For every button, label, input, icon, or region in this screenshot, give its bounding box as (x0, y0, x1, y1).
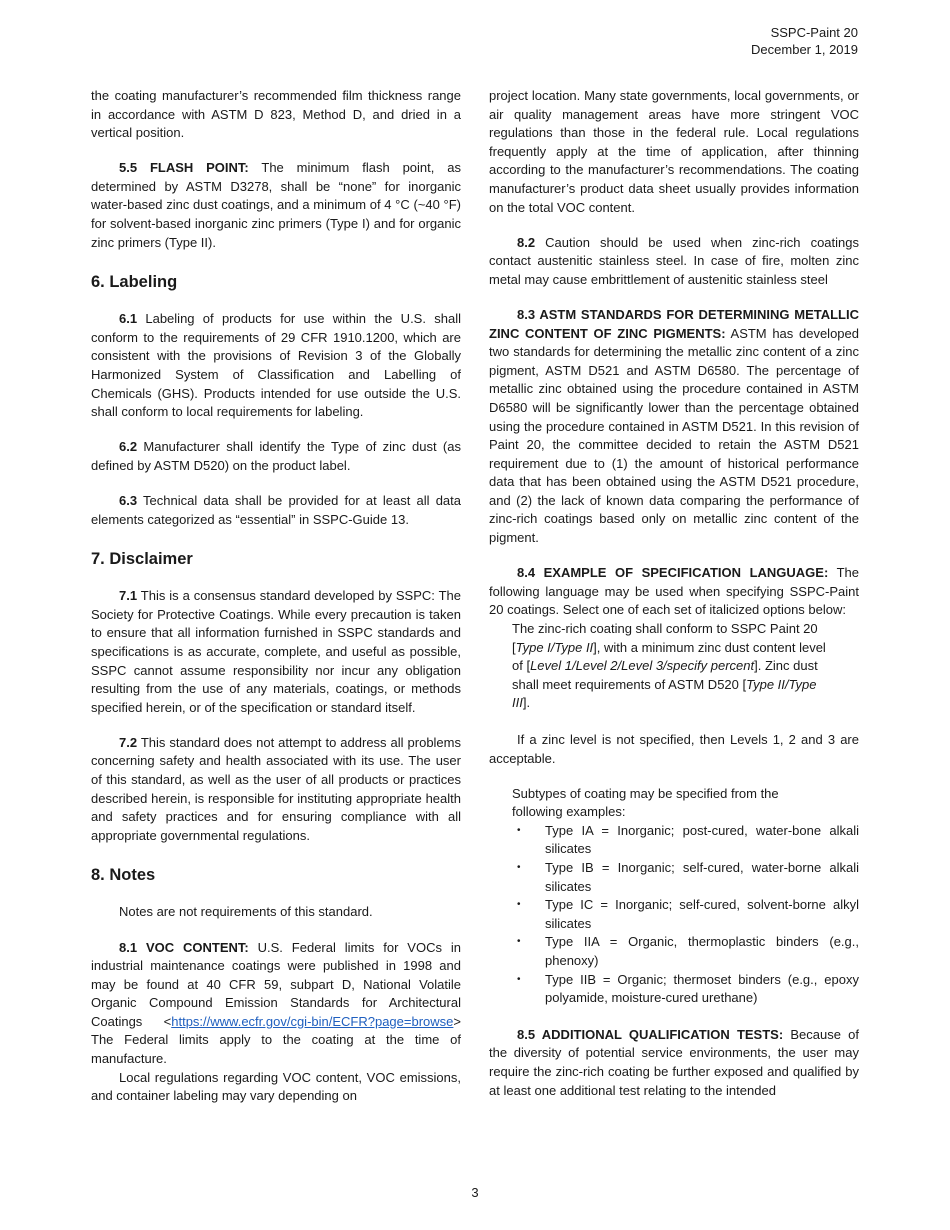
section-6-1: 6.1 Labeling of products for use within the U.S. shall conform to the requirements of 29 CFR 1910.1200, which are consistent with the provisions of Revision 3 of the Globally Harmonized System of Classification and Labelling of Chemicals (GHS). Products intended for use outside the U.S. shall conform to local requirements for labeling. (91, 311, 461, 420)
list-item: • Type IC = Inorganic; self-cured, solvent-borne alkyl silicates (517, 897, 859, 931)
bullet-icon: • (517, 899, 521, 911)
list-item: • Type IIA = Organic, thermoplastic binders (e.g., phenoxy) (517, 934, 859, 968)
right-column (489, 87, 859, 1117)
subtypes-list (512, 822, 859, 1008)
bullet-icon: • (517, 861, 521, 873)
section-label: 6.2 (119, 439, 138, 455)
section-8-2: 8.2 Caution should be used when zinc-rich coatings contact austenitic stainless steel. In case of fire, molten zinc metal may cause embrittlement of austenitic stainless steel (489, 234, 859, 287)
section-8-4: 8.4 EXAMPLE OF SPECIFICATION LANGUAGE: The following language may be used when specifying SSPC-Paint 20 coatings. Select one of each set of italicized options below: (489, 565, 860, 618)
section-8-3: 8.3 ASTM STANDARDS FOR DETERMINING METALLIC ZINC CONTENT OF ZINC PIGMENTS: ASTM has developed two standards for determining the metallic zinc content of a zinc pigment, ASTM D521 and ASTM D6580. The percentage of metallic zinc obtained using the procedure contained in ASTM D6580 will be significantly lower than the percentage obtained using the procedure contained in ASTM D521. In this revision of Paint 20, the committee decided to retain the ASTM D521 requirement due to (1) the amount of historical performance data that has been obtained using the ASTM D521 procedure, and (2) the lack of known data comparing the performance of zinc-rich coatings based only on metallic zinc content of the pigment. (489, 306, 859, 546)
section-5-5: 5.5 FLASH POINT: The minimum flash point, as determined by ASTM D3278, shall be “none” for inorganic water-based zinc dust coatings, and a minimum of 4 °C (~40 °F) for solvent-based inorganic zinc primers (Type I) and for organic zinc primers (Type II). (91, 160, 461, 250)
list-item: • Type IB = Inorganic; self-cured, water-borne alkali silicates (517, 859, 859, 894)
section-label: 7.2 (119, 734, 138, 750)
section-label: 6.3 (119, 493, 138, 508)
paragraph-continuation: the coating manufacturer’s recommended film thickness range in accordance with ASTM D 823, Method D, and dried in a vertical position. (91, 88, 461, 141)
page-header (751, 24, 858, 58)
local-regulations-paragraph: Local regulations regarding VOC content, VOC emissions, and container labeling may vary depending on (91, 1069, 461, 1104)
paragraph-continuation: project location. Many state governments, local governments, or air quality management areas have more stringent VOC regulations than those in the federal rule. Local regulations frequently apply at the time of application, after thinning according to the manufacturer’s recommendations. The coating manufacturer’s product data sheet usually provides information on the total VOC content. (489, 88, 859, 215)
list-item: • Type IIB = Organic; thermoset binders (e.g., epoxy polyamide, moisture-cured urethane) (517, 971, 859, 1006)
section-label: 7.1 (119, 588, 138, 604)
section-8-5: 8.5 ADDITIONAL QUALIFICATION TESTS: Because of the diversity of potential service environments, the user may require the zinc-rich coating be further exposed and qualified by at least one additional test relating to the intended (489, 1026, 860, 1098)
section-8-1: 8.1 VOC CONTENT: U.S. Federal limits for VOCs in industrial maintenance coatings were published in 1998 and may be found at 40 CFR 59, subpart D, National Volatile Organic Compound Emission Standards for Architectural Coatings <https://www.ecfr.gov/cgi-bin/ECFR?page=browse> The Federal limits apply to the coating at the time of manufacture. (91, 939, 461, 1067)
left-column (91, 87, 461, 1122)
subtypes-block (489, 785, 859, 1008)
list-item: • Type IA = Inorganic; post-cured, water-bone alkali silicates (517, 822, 859, 857)
section-label: 8.4 EXAMPLE OF SPECIFICATION LANGUAGE: (517, 565, 829, 581)
heading-disclaimer: 7. Disclaimer (91, 550, 193, 569)
section-label: 8.1 VOC CONTENT: (119, 939, 249, 955)
notes-intro: Notes are not requirements of this standard. (119, 904, 373, 920)
bullet-icon: • (517, 936, 521, 948)
section-label: 8.3 ASTM STANDARDS FOR DETERMINING METALLIC ZINC CONTENT OF ZINC PIGMENTS: (489, 306, 859, 341)
section-label: 5.5 FLASH POINT: (119, 160, 249, 176)
section-label: 8.5 ADDITIONAL QUALIFICATION TESTS: (517, 1026, 784, 1042)
zinc-level-note: If a zinc level is not specified, then Levels 1, 2 and 3 are acceptable. (489, 731, 859, 766)
section-label: 6.1 (119, 311, 138, 327)
page-number: 3 (471, 1185, 479, 1200)
section-6-3: 6.3 Technical data shall be provided for at least all data elements categorized as “essential” in SSPC-Guide 13. (91, 493, 461, 527)
subtypes-intro: Subtypes of coating may be specified from the following examples: (512, 785, 779, 820)
heading-notes: 8. Notes (91, 866, 156, 885)
specification-example: The zinc-rich coating shall conform to SSPC Paint 20 [Type I/Type II], with a minimum zinc dust content level of [Level 1/Level 2/Level 3/specify percent]. Zinc dust shall meet requirements of ASTM D520 [Type II/Type III]. (512, 620, 826, 711)
section-7-1: 7.1 This is a consensus standard developed by SSPC: The Society for Protective Coatings. While every precaution is taken to ensure that all information furnished in SSPC standards and specifications is as accurate, complete, and useful as possible, SSPC cannot assume responsibility nor incur any obligation resulting from the use of any materials, coatings, or methods specified herein, or of the specification or standard itself. (91, 588, 461, 715)
bullet-icon: • (517, 824, 521, 836)
ecfr-link[interactable]: https://www.ecfr.gov/cgi-bin/ECFR?page=browse (171, 1013, 454, 1029)
document-date: December 1, 2019 (751, 42, 858, 57)
bullet-icon: • (517, 973, 521, 985)
heading-labeling: 6. Labeling (91, 273, 178, 292)
section-6-2: 6.2 Manufacturer shall identify the Type of zinc dust (as defined by ASTM D520) on the product label. (91, 439, 461, 473)
section-7-2: 7.2 This standard does not attempt to address all problems concerning safety and health associated with its use. The user of this standard, as well as the user of all products or practices described herein, is responsible for instituting appropriate health and safety practices and for ensuring compliance with all appropriate governmental regulations. (91, 734, 461, 843)
document-id: SSPC-Paint 20 (770, 25, 858, 40)
section-label: 8.2 (517, 234, 536, 250)
